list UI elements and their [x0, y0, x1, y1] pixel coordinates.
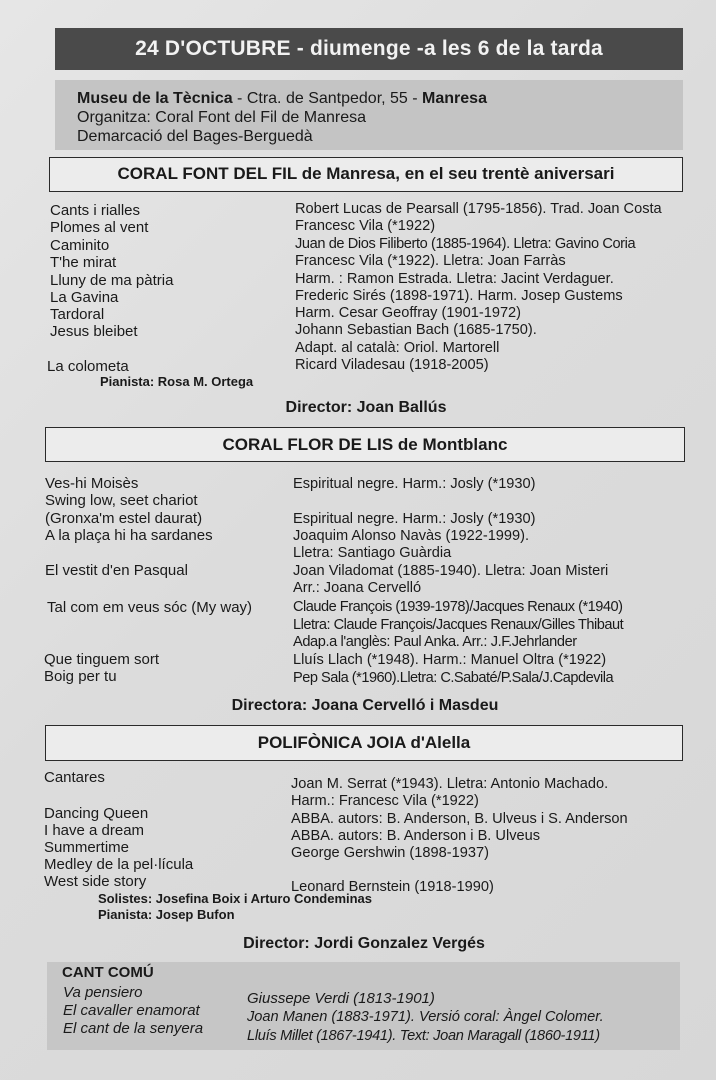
venue-name: Museu de la Tècnica — [77, 90, 233, 107]
song-credit: Pep Sala (*1960).Lletra: C.Sabaté/P.Sala/J.Capdevila — [293, 670, 614, 686]
song-title: Dancing Queen — [44, 805, 149, 822]
venue-demarcation: Demarcació del Bages-Berguedà — [77, 128, 313, 145]
song-title: I have a dream — [44, 822, 145, 839]
song-title: Swing low, seet chariot — [45, 492, 198, 509]
song-credit: Joan Viladomat (1885-1940). Lletra: Joan Misteri — [293, 563, 609, 579]
venue-city: Manresa — [422, 90, 487, 107]
song-credit: Francesc Vila (*1922). Lletra: Joan Farràs — [295, 253, 566, 269]
song-title: Jesus bleibet — [50, 323, 138, 340]
section2-heading: CORAL FLOR DE LIS de Montblanc — [45, 427, 685, 462]
venue-address: - Ctra. de Santpedor, 55 - — [232, 90, 423, 107]
song-title: (Gronxa'm estel daurat) — [45, 510, 203, 527]
song-credit: Lletra: Santiago Guàrdia — [293, 545, 452, 561]
song-title: El cavaller enamorat — [63, 1002, 200, 1019]
section1-director: Director: Joan Ballús — [285, 399, 447, 416]
song-title: El vestit d'en Pasqual — [45, 562, 188, 579]
song-credit: Arr.: Joana Cervelló — [293, 580, 422, 596]
song-title: T'he mirat — [50, 254, 117, 271]
section3-pianist: Pianista: Josep Bufon — [98, 907, 235, 922]
song-title: Ves-hi Moisès — [45, 475, 139, 492]
song-credit: Johann Sebastian Bach (1685-1750). — [295, 322, 537, 338]
song-credit: Robert Lucas de Pearsall (1795-1856). Trad. Joan Costa — [295, 201, 662, 217]
venue-line — [77, 89, 683, 108]
song-credit: Lluís Llach (*1948). Harm.: Manuel Oltra (*1922) — [293, 652, 607, 668]
song-title: La colometa — [47, 358, 129, 375]
song-credit: Juan de Dios Filiberto (1885-1964). Lletra: Gavino Coria — [295, 236, 636, 252]
song-credit: ABBA. autors: B. Anderson, B. Ulveus i S. Anderson — [291, 811, 628, 827]
venue-box — [55, 80, 683, 150]
song-credit: Frederic Sirés (1898-1971). Harm. Josep Gustems — [295, 288, 623, 304]
section1-heading: CORAL FONT DEL FIL de Manresa, en el seu trentè aniversari — [49, 157, 683, 192]
song-title: Va pensiero — [63, 984, 143, 1001]
song-credit: Espiritual negre. Harm.: Josly (*1930) — [293, 476, 536, 492]
common-chant-box — [47, 962, 680, 1050]
song-title: West side story — [44, 873, 147, 890]
song-credit: Joan M. Serrat (*1943). Lletra: Antonio Machado. — [291, 776, 609, 792]
song-title: Cants i rialles — [50, 202, 141, 219]
song-title: Caminito — [50, 237, 110, 254]
song-credit: Joaquim Alonso Navàs (1922-1999). — [293, 528, 530, 544]
song-title: Tal com em veus sóc (My way) — [47, 599, 253, 616]
section3-heading: POLIFÒNICA JOIA d'Alella — [45, 725, 683, 761]
venue-organizer: Organitza: Coral Font del Fil de Manresa — [77, 109, 367, 126]
song-credit: Adapt. al català: Oriol. Martorell — [295, 340, 500, 356]
song-credit: Ricard Viladesau (1918-2005) — [295, 357, 489, 373]
song-credit: Harm. Cesar Geoffray (1901-1972) — [295, 305, 522, 321]
song-title: A la plaça hi ha sardanes — [45, 527, 213, 544]
song-title: Plomes al vent — [50, 219, 149, 236]
section3-director: Director: Jordi Gonzalez Vergés — [243, 935, 485, 952]
song-title: La Gavina — [50, 289, 119, 306]
section1-pianist: Pianista: Rosa M. Ortega — [100, 374, 254, 389]
song-credit: ABBA. autors: B. Anderson i B. Ulveus — [291, 828, 541, 844]
song-credit: Leonard Bernstein (1918-1990) — [291, 879, 494, 895]
song-credit: Giussepe Verdi (1813-1901) — [247, 990, 435, 1007]
song-credit: George Gershwin (1898-1937) — [291, 845, 489, 861]
song-title: El cant de la senyera — [63, 1020, 204, 1037]
song-credit: Adap.a l'anglès: Paul Anka. Arr.: J.F.Jehrlander — [293, 634, 577, 650]
section3-soloists: Solistes: Josefina Boix i Arturo Condeminas — [98, 891, 373, 906]
song-title: Medley de la pel·lícula — [44, 856, 194, 873]
song-title: Cantares — [44, 769, 105, 786]
song-credit: Francesc Vila (*1922) — [295, 218, 436, 234]
song-credit: Claude François (1939-1978)/Jacques Renaux (*1940) — [293, 599, 623, 615]
song-title: Boig per tu — [44, 668, 117, 685]
song-credit: Harm. : Ramon Estrada. Lletra: Jacint Verdaguer. — [295, 271, 614, 287]
song-title: Summertime — [44, 839, 130, 856]
common-heading: CANT COMÚ — [62, 964, 154, 981]
song-title: Que tinguem sort — [44, 651, 160, 668]
section2-director: Directora: Joana Cervelló i Masdeu — [231, 697, 499, 714]
song-title: Lluny de ma pàtria — [50, 272, 174, 289]
song-title: Tardoral — [50, 306, 105, 323]
song-credit: Joan Manen (1883-1971). Versió coral: Àngel Colomer. — [247, 1009, 604, 1025]
date-banner: 24 D'OCTUBRE - diumenge -a les 6 de la tarda — [55, 28, 683, 70]
song-credit: Espiritual negre. Harm.: Josly (*1930) — [293, 511, 536, 527]
song-credit: Harm.: Francesc Vila (*1922) — [291, 793, 479, 809]
song-credit: Lluís Millet (1867-1941). Text: Joan Maragall (1860-1911) — [247, 1028, 600, 1044]
song-credit: Lletra: Claude François/Jacques Renaux/Gilles Thibaut — [293, 617, 624, 633]
